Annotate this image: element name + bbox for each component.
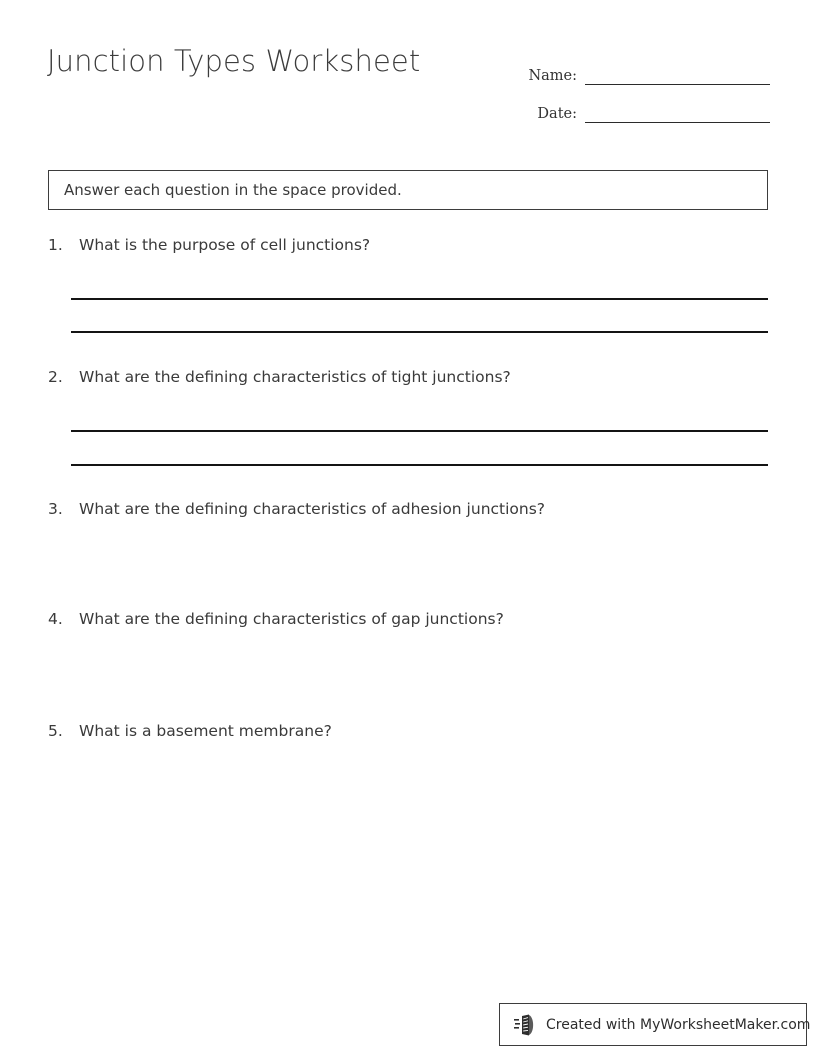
- name-field-label: Name:: [528, 67, 577, 84]
- question-number: 2.: [48, 368, 63, 386]
- question-text: What is the purpose of cell junctions?: [79, 236, 371, 254]
- question-block: [0, 722, 816, 758]
- question-row: [0, 722, 816, 758]
- answer-line-area[interactable]: [0, 464, 816, 466]
- question-row: [0, 368, 816, 404]
- question-number: 1.: [48, 236, 63, 254]
- question-block: [0, 610, 816, 646]
- answer-line-area[interactable]: [0, 430, 816, 432]
- question-text: What are the defining characteristics of gap junctions?: [79, 610, 504, 628]
- question-row: [0, 500, 816, 536]
- instruction-box: [48, 170, 768, 210]
- question-block: [0, 368, 816, 404]
- worksheet-header: [0, 0, 816, 130]
- question-number: 3.: [48, 500, 63, 518]
- answer-line[interactable]: [71, 430, 768, 432]
- footer-attribution-text: Created with MyWorksheetMaker.com: [546, 1016, 811, 1033]
- answer-line[interactable]: [71, 298, 768, 300]
- question-text: What are the defining characteristics of tight junctions?: [79, 368, 511, 386]
- answer-line[interactable]: [71, 464, 768, 466]
- answer-line[interactable]: [71, 331, 768, 333]
- date-field-row: [505, 88, 770, 126]
- answer-line-area[interactable]: [0, 298, 816, 300]
- question-number: 5.: [48, 722, 63, 740]
- question-block: [0, 236, 816, 272]
- name-field-row: [505, 50, 770, 88]
- myworksheetmaker-logo-icon: [514, 1014, 538, 1036]
- date-field-label: Date:: [537, 105, 577, 122]
- name-date-group: [505, 50, 770, 126]
- answer-line-area[interactable]: [0, 331, 816, 333]
- question-row: [0, 610, 816, 646]
- question-row: [0, 236, 816, 272]
- name-field-input[interactable]: [585, 84, 770, 85]
- question-text: What are the defining characteristics of adhesion junctions?: [79, 500, 546, 518]
- question-block: [0, 500, 816, 536]
- date-field-input[interactable]: [585, 122, 770, 123]
- question-number: 4.: [48, 610, 63, 628]
- page-title: Junction Types Worksheet: [47, 44, 421, 78]
- footer-attribution-badge[interactable]: [499, 1003, 811, 1046]
- instruction-text: Answer each question in the space provided.: [64, 181, 402, 199]
- question-text: What is a basement membrane?: [79, 722, 332, 740]
